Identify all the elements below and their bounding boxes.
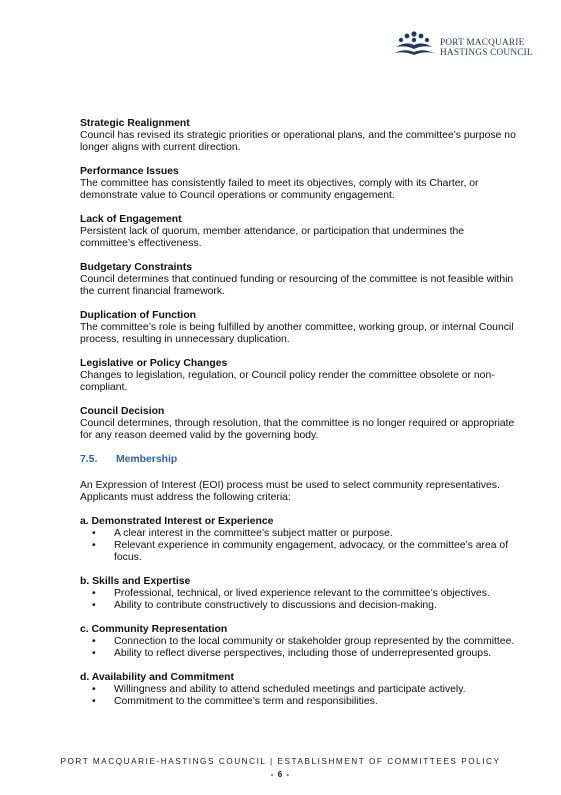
- criterion-skills-expertise: [80, 576, 520, 612]
- criterion-title: d. Availability and Commitment: [80, 672, 234, 683]
- section-duplication-of-function: [80, 310, 520, 346]
- criterion-list: [80, 528, 520, 564]
- criterion-list: [80, 588, 520, 612]
- list-item: • Commitment to the committee’s term and responsibilities.: [80, 696, 520, 708]
- section-body: Council determines that continued funding or resourcing of the committee is not feasible within the current financial framework.: [80, 274, 514, 297]
- criterion-community-representation: [80, 624, 520, 660]
- section-body: The committee’s role is being fulfilled by another committee, working group, or internal Council process, resulting in unnecessary duplication.: [80, 322, 514, 345]
- section-body: The committee has consistently failed to meet its objectives, comply with its Charter, or demonstrate value to Council operations or community engagement.: [80, 178, 479, 201]
- council-logo: [392, 30, 537, 62]
- section-body: Persistent lack of quorum, member attendance, or participation that undermines the committee’s effectiveness.: [80, 226, 465, 249]
- criterion-availability-commitment: [80, 672, 520, 708]
- section-lack-of-engagement: [80, 214, 520, 250]
- list-item: • A clear interest in the committee’s subject matter or purpose.: [80, 528, 520, 540]
- section-title: Legislative or Policy Changes: [80, 358, 228, 369]
- criterion-list: [80, 684, 520, 708]
- list-item: • Willingness and ability to attend scheduled meetings and participate actively.: [80, 684, 520, 696]
- membership-heading-number: 7.5.: [80, 454, 98, 465]
- membership-heading: [80, 454, 520, 466]
- criterion-title: b. Skills and Expertise: [80, 576, 191, 587]
- section-body: Council has revised its strategic priorities or operational plans, and the committee’s purpose no longer aligns with current direction.: [80, 130, 516, 153]
- section-strategic-realignment: [80, 118, 520, 154]
- section-performance-issues: [80, 166, 520, 202]
- membership-intro: An Expression of Interest (EOI) process must be used to select community representatives. Applicants must address the following criteria:: [80, 480, 500, 503]
- list-item: • Ability to contribute constructively to discussions and decision-making.: [80, 600, 520, 612]
- page-content: [80, 118, 520, 720]
- section-body: Council determines, through resolution, that the committee is no longer required or appropriate for any reason deemed valid by the governing body.: [80, 418, 515, 441]
- list-item: • Professional, technical, or lived experience relevant to the committee’s objectives.: [80, 588, 520, 600]
- criterion-interest-experience: [80, 516, 520, 564]
- section-budgetary-constraints: [80, 262, 520, 298]
- section-body: Changes to legislation, regulation, or Council policy render the committee obsolete or non-compliant.: [80, 370, 495, 393]
- section-title: Budgetary Constraints: [80, 262, 193, 273]
- section-title: Strategic Realignment: [80, 118, 190, 129]
- list-item: • Ability to reflect diverse perspectives, including those of underrepresented groups.: [80, 648, 520, 660]
- membership-heading-title: Membership: [116, 454, 178, 465]
- logo-text: [440, 38, 533, 58]
- section-title: Duplication of Function: [80, 310, 197, 321]
- logo-line-1: PORT MACQUARIE: [440, 38, 525, 48]
- logo-line-2: HASTINGS COUNCIL: [440, 48, 533, 58]
- section-title: Performance Issues: [80, 166, 179, 177]
- criterion-title: a. Demonstrated Interest or Experience: [80, 516, 274, 527]
- page-footer: PORT MACQUARIE-HASTINGS COUNCIL | ESTABLISHMENT OF COMMITTEES POLICY: [60, 757, 501, 766]
- list-item: • Relevant experience in community engagement, advocacy, or the committee’s area of focus.: [80, 540, 520, 564]
- section-legislative-policy-changes: [80, 358, 520, 394]
- council-logo-icon: [392, 30, 436, 62]
- section-title: Council Decision: [80, 406, 165, 417]
- section-council-decision: [80, 406, 520, 442]
- section-title: Lack of Engagement: [80, 214, 182, 225]
- criterion-list: [80, 636, 520, 660]
- page-number: - 6 -: [270, 770, 291, 779]
- criterion-title: c. Community Representation: [80, 624, 228, 635]
- list-item: • Connection to the local community or stakeholder group represented by the committee.: [80, 636, 520, 648]
